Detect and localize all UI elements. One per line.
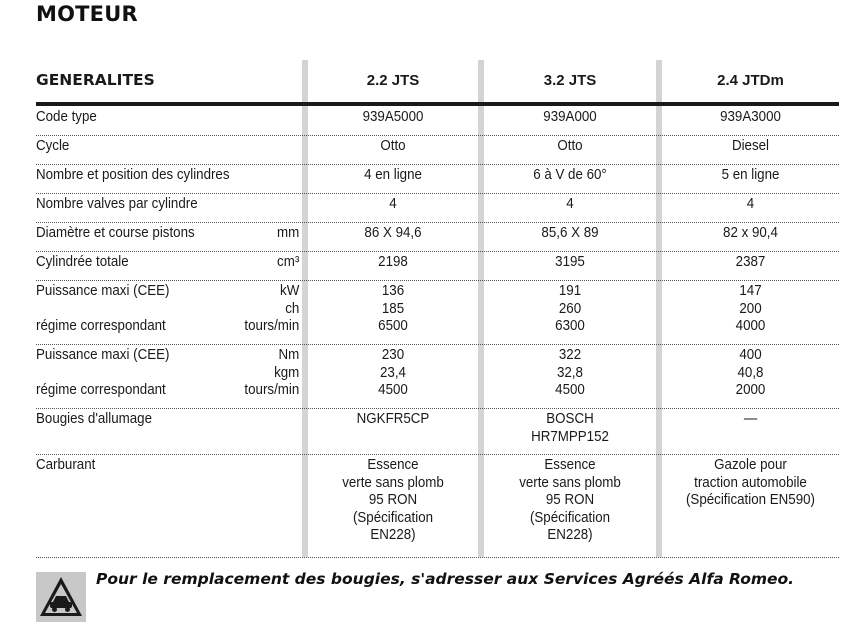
table-cell — [315, 109, 471, 127]
cell-value: 85,6 X 89 — [541, 225, 599, 241]
column-header-2-4-jtdm: 2.4 JTDm — [717, 71, 784, 89]
cell-value: 23,4 — [380, 364, 406, 381]
cell-value: BOSCH — [546, 411, 594, 427]
cell-value: EN228) — [547, 527, 593, 543]
row-unit: tours/min — [244, 382, 300, 398]
cell-value: 939A5000 — [362, 109, 424, 125]
row-label — [36, 254, 301, 272]
table-header-label: GENERALITES — [36, 71, 155, 89]
cell-value: 32,8 — [557, 364, 583, 381]
cell-value: 40,8 — [737, 364, 764, 381]
table-cell — [491, 283, 649, 336]
cell-value: HR7MPP152 — [531, 428, 609, 445]
cell-value: 86 X 94,6 — [364, 225, 422, 241]
row-label-text: Bougies d'allumage — [36, 411, 153, 427]
table-cell — [669, 254, 832, 272]
cell-value: Essence — [367, 457, 419, 473]
cell-value: 191 — [558, 283, 582, 299]
table-row — [36, 135, 839, 165]
table-cell — [315, 411, 471, 429]
row-label-text: Puissance maxi (CEE) — [36, 283, 170, 299]
cell-value: 4500 — [555, 382, 585, 398]
row-unit: Nm — [278, 347, 300, 363]
row-label-text: Diamètre et course pistons — [36, 225, 195, 241]
cell-value: 4 — [389, 196, 397, 212]
table-row — [36, 164, 839, 194]
cell-value: 2387 — [735, 254, 766, 270]
note-text: Pour le remplacement des bougies, s'adresser aux Services Agréés Alfa Romeo. — [96, 570, 795, 588]
cell-value: 2000 — [735, 382, 766, 398]
cell-value: 95 RON — [368, 492, 418, 508]
table-cell — [669, 283, 832, 336]
row-label — [36, 225, 301, 243]
cell-value: 260 — [558, 300, 582, 317]
table-cell — [669, 196, 832, 214]
cell-value: Essence — [544, 457, 596, 473]
table-cell — [315, 254, 471, 272]
table-cell — [491, 196, 649, 214]
column-header-2-2-jts: 2.2 JTS — [366, 71, 420, 89]
warning-triangle-car-icon — [36, 572, 86, 622]
table-cell — [315, 283, 471, 336]
table-cell — [669, 347, 832, 400]
cell-value: 4 en ligne — [364, 167, 422, 183]
cell-value: 230 — [381, 347, 405, 363]
table-cell — [491, 411, 649, 446]
row-label — [36, 196, 301, 214]
table-row — [36, 344, 839, 409]
cell-value: 3195 — [555, 254, 585, 270]
row-label-text: Cycle — [36, 138, 70, 154]
cell-value: NGKFR5CP — [356, 411, 430, 427]
table-cell — [315, 196, 471, 214]
row-unit: ch — [285, 300, 300, 317]
cell-value: 136 — [381, 283, 405, 299]
cell-value: 5 en ligne — [721, 167, 780, 183]
cell-value: 200 — [739, 300, 762, 317]
row-unit: mm — [277, 225, 300, 241]
table-row — [36, 193, 839, 223]
cell-value: 147 — [739, 283, 762, 299]
row-label-text: Nombre valves par cylindre — [36, 196, 198, 212]
row-label — [36, 457, 301, 475]
row-unit: tours/min — [244, 318, 300, 334]
row-label — [36, 109, 301, 127]
table-cell — [669, 138, 832, 156]
table-cell — [669, 411, 832, 429]
cell-value: Otto — [380, 138, 406, 154]
cell-value: 95 RON — [545, 492, 595, 508]
table-cell — [491, 167, 649, 185]
cell-value: Diesel — [731, 138, 770, 154]
row-label-text: régime correspondant — [36, 318, 166, 334]
section-title: MOTEUR — [36, 2, 138, 26]
cell-value: verte sans plomb — [519, 474, 621, 491]
table-cell — [669, 225, 832, 243]
table-cell — [491, 254, 649, 272]
cell-value: 322 — [558, 347, 582, 363]
row-label-text: Nombre et position des cylindres — [36, 167, 230, 183]
table-cell — [491, 347, 649, 400]
table-cell — [491, 225, 649, 243]
row-label-text: Carburant — [36, 457, 96, 473]
cell-value: 82 x 90,4 — [723, 225, 778, 241]
row-label — [36, 283, 301, 336]
table-cell — [315, 167, 471, 185]
row-unit: kgm — [274, 364, 300, 381]
row-label — [36, 138, 301, 156]
cell-value: 6 à V de 60° — [533, 167, 607, 183]
table-cell — [491, 109, 649, 127]
cell-value: traction automobile — [694, 474, 807, 491]
column-header-3-2-jts: 3.2 JTS — [543, 71, 597, 89]
table-cell — [669, 457, 832, 510]
table-cell — [315, 347, 471, 400]
row-label — [36, 167, 301, 185]
table-row — [36, 106, 839, 136]
cell-value: EN228) — [370, 527, 416, 543]
cell-value: (Spécification — [529, 509, 611, 526]
row-label — [36, 347, 301, 400]
table-cell — [669, 109, 832, 127]
row-unit: kW — [280, 283, 300, 299]
cell-value: 6500 — [378, 318, 408, 334]
cell-value: 185 — [381, 300, 405, 317]
specifications-table — [36, 60, 839, 557]
table-row — [36, 454, 839, 558]
row-label-text: Cylindrée totale — [36, 254, 129, 270]
cell-value: 939A000 — [543, 109, 597, 125]
table-row — [36, 280, 839, 345]
cell-value: 400 — [739, 347, 762, 363]
table-cell — [315, 457, 471, 545]
cell-value: 6300 — [555, 318, 585, 334]
cell-value: (Spécification — [352, 509, 434, 526]
row-label-text: Code type — [36, 109, 97, 125]
cell-value: 939A3000 — [720, 109, 781, 125]
cell-value: (Spécification EN590) — [685, 492, 816, 508]
table-row — [36, 222, 839, 252]
cell-value: — — [743, 411, 758, 427]
table-cell — [315, 225, 471, 243]
cell-value: verte sans plomb — [342, 474, 444, 491]
cell-value: Gazole pour — [714, 457, 787, 473]
row-label — [36, 411, 301, 429]
cell-value: 4 — [746, 196, 755, 212]
table-row — [36, 251, 839, 281]
table-cell — [491, 138, 649, 156]
note-icon-box — [36, 572, 86, 622]
row-label-text: Puissance maxi (CEE) — [36, 347, 170, 363]
table-cell — [315, 138, 471, 156]
cell-value: 2198 — [378, 254, 408, 270]
cell-value: 4500 — [378, 382, 408, 398]
cell-value: 4 — [566, 196, 574, 212]
row-label-text: régime correspondant — [36, 382, 166, 398]
note-box — [36, 568, 839, 624]
table-cell — [491, 457, 649, 545]
cell-value: Otto — [557, 138, 583, 154]
table-row — [36, 408, 839, 455]
cell-value: 4000 — [735, 318, 766, 334]
table-cell — [669, 167, 832, 185]
row-unit: cm³ — [277, 254, 300, 270]
